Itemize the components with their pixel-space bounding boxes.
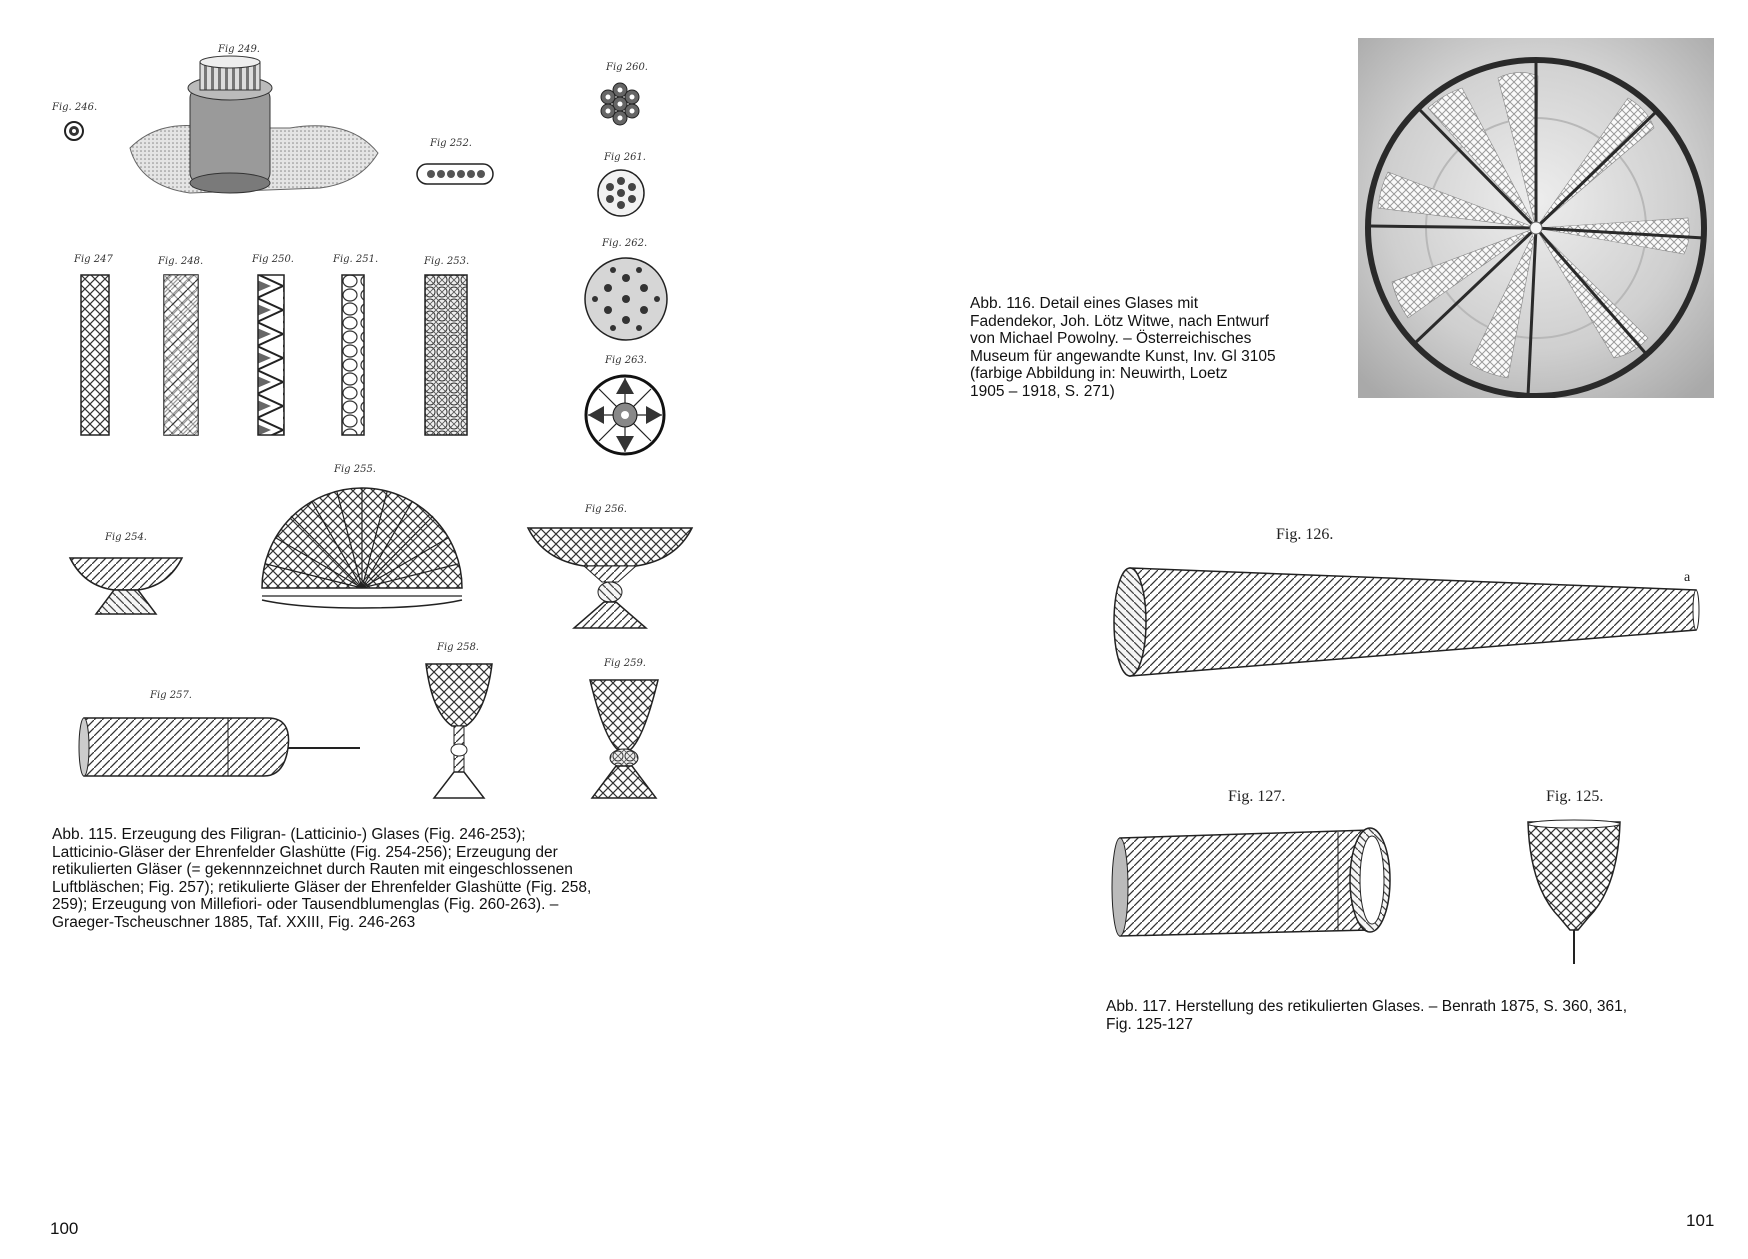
- fig-253-label: Fig. 253.: [424, 256, 470, 267]
- fig-263-label: Fig 263.: [605, 355, 647, 366]
- page-number-right: 101: [1686, 1211, 1715, 1230]
- fig-257-label: Fig 257.: [150, 690, 192, 701]
- caption-115-line: Abb. 115. Erzeugung des Filigran- (Latticinio-) Glases (Fig. 246-253);: [52, 826, 526, 843]
- caption-abb-116: [970, 295, 1276, 400]
- fig-126-mark-a: a: [1684, 570, 1691, 585]
- fig-249-label: Fig 249.: [218, 44, 260, 55]
- fig-255-label: Fig 255.: [334, 464, 376, 475]
- fig-254-bowl: [68, 556, 184, 616]
- fig-246-cane-section: [63, 120, 85, 142]
- fig-258-label: Fig 258.: [437, 642, 479, 653]
- fig-257-reticulated-tube: [78, 712, 362, 782]
- fig-250-label: Fig 250.: [252, 254, 294, 265]
- fig-126-label: Fig. 126.: [1276, 526, 1334, 543]
- fig-247-rod: [80, 274, 110, 436]
- fig-252-label: Fig 252.: [430, 138, 472, 149]
- fig-125-label: Fig. 125.: [1546, 788, 1604, 805]
- photo-glass-detail: [1358, 38, 1714, 398]
- caption-117-line: Fig. 125-127: [1106, 1015, 1194, 1033]
- caption-116-line: Abb. 116. Detail eines Glases mit: [970, 295, 1199, 312]
- fig-253-rod: [424, 274, 468, 436]
- page-number-left: 100: [50, 1219, 79, 1238]
- caption-115-line: Luftbläschen; Fig. 257); retikulierte Gläser der Ehrenfelder Glashütte (Fig. 258,: [52, 878, 592, 896]
- caption-115-line: Graeger-Tscheuschner 1885, Taf. XXIII, Fig. 246-263: [52, 913, 416, 931]
- fig-247-label: Fig 247: [74, 254, 113, 265]
- caption-abb-115: [52, 826, 591, 931]
- caption-117-line: Abb. 117. Herstellung des retikulierten Glases. – Benrath 1875, S. 360, 361,: [1106, 998, 1628, 1015]
- fig-254-label: Fig 254.: [105, 532, 147, 543]
- caption-115-line: 259); Erzeugung von Millefiori- oder Tausendblumenglas (Fig. 260-263). –: [52, 896, 559, 913]
- fig-258-goblet: [424, 662, 494, 802]
- fig-256-label: Fig 256.: [585, 504, 627, 515]
- fig-260-millefiori: [596, 80, 644, 128]
- caption-116-line: 1905 – 1918, S. 271): [970, 382, 1115, 400]
- fig-125-cup: [1526, 818, 1622, 968]
- fig-127-tube-assembly: [1110, 818, 1400, 948]
- fig-259-goblet: [588, 678, 660, 802]
- fig-251-rod: [341, 274, 365, 436]
- fig-248-rod: [163, 274, 199, 436]
- caption-115-line: retikulierten Gläser (= gekennnzeichnet durch Rauten mit eingeschlossenen: [52, 861, 573, 878]
- fig-261-label: Fig 261.: [604, 152, 646, 163]
- caption-abb-117: [1106, 998, 1627, 1033]
- caption-115-line: Latticinio-Gläser der Ehrenfelder Glashütte (Fig. 254-256); Erzeugung der: [52, 843, 558, 861]
- fig-127-label: Fig. 127.: [1228, 788, 1286, 805]
- fig-261-millefiori: [596, 168, 646, 218]
- fig-250-rod: [257, 274, 285, 436]
- fig-256-tazza: [526, 524, 694, 630]
- fig-262-millefiori: [583, 256, 669, 342]
- caption-116-line: von Michael Powolny. – Österreichisches: [970, 330, 1252, 347]
- caption-116-line: Museum für angewandte Kunst, Inv. Gl 3105: [970, 347, 1276, 365]
- fig-248-label: Fig. 248.: [158, 256, 204, 267]
- right-page: [874, 0, 1748, 1259]
- fig-260-label: Fig 260.: [606, 62, 648, 73]
- fig-259-label: Fig 259.: [604, 658, 646, 669]
- fig-262-label: Fig. 262.: [602, 238, 648, 249]
- fig-251-label: Fig. 251.: [333, 254, 379, 265]
- fig-126-conical-tube: [1110, 562, 1700, 682]
- fig-263-millefiori: [584, 374, 666, 456]
- fig-249-mold-illustration: [120, 58, 380, 218]
- fig-255-plate-fan: [258, 486, 464, 610]
- fig-252-cane-row: [415, 160, 495, 188]
- caption-116-line: (farbige Abbildung in: Neuwirth, Loetz: [970, 365, 1228, 382]
- fig-246-label: Fig. 246.: [52, 102, 98, 113]
- caption-116-line: Fadendekor, Joh. Lötz Witwe, nach Entwurf: [970, 312, 1269, 330]
